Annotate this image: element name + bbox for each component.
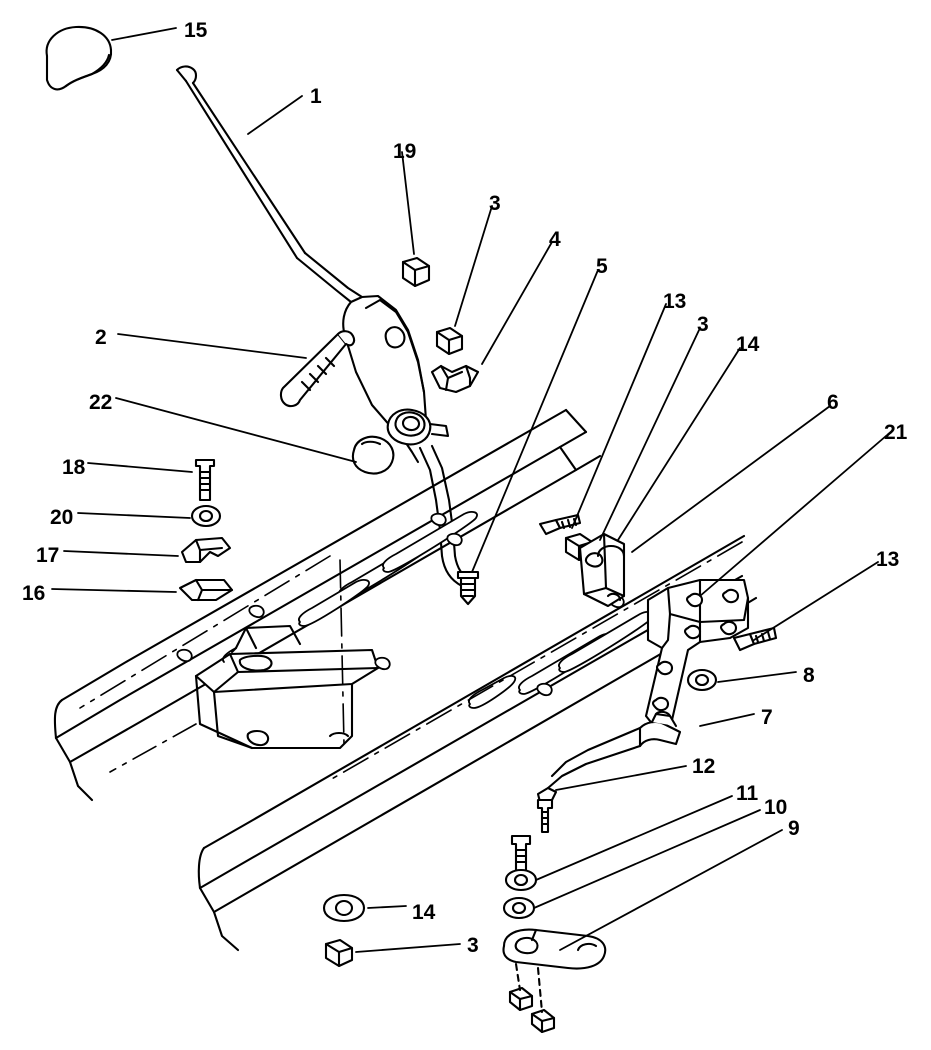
callout-number: 18 xyxy=(62,456,86,479)
part-3-nut-bottom xyxy=(326,940,352,966)
part-22-bushing xyxy=(353,437,393,474)
part-5-bolt xyxy=(458,572,478,604)
chassis-frame-rails xyxy=(55,410,759,950)
leader-lines xyxy=(52,28,886,952)
part-14-washer-bottom xyxy=(324,895,364,921)
callout-number: 3 xyxy=(489,192,501,215)
part-8-washer xyxy=(688,670,716,690)
part-11-bolt xyxy=(512,836,530,872)
pivot-boss xyxy=(388,410,448,445)
part-9-flat-link xyxy=(504,930,606,969)
callout-number: 13 xyxy=(663,290,687,313)
callout-number: 14 xyxy=(412,901,436,924)
callout-number: 16 xyxy=(22,582,46,605)
callout-number: 10 xyxy=(764,796,788,819)
callout-number: 7 xyxy=(761,706,773,729)
part-21-bracket xyxy=(646,580,748,726)
callout-number: 8 xyxy=(803,664,815,687)
callout-number: 3 xyxy=(467,934,479,957)
mid-mounting-plate xyxy=(196,626,378,748)
callout-number: 15 xyxy=(184,19,208,42)
callout-number: 17 xyxy=(36,544,60,567)
part-1-shift-lever xyxy=(177,66,362,302)
callout-number: 1 xyxy=(310,85,322,108)
callout-number: 13 xyxy=(876,548,900,571)
callout-number: 4 xyxy=(549,228,561,251)
part-16-block xyxy=(180,580,232,600)
part-18-bolt xyxy=(196,460,214,500)
callout-number: 14 xyxy=(736,333,760,356)
part-2-bolt xyxy=(281,331,354,406)
callout-number: 22 xyxy=(89,391,113,414)
part-20-washer xyxy=(192,506,220,526)
callout-number: 3 xyxy=(697,313,709,336)
callout-number: 2 xyxy=(95,326,107,349)
part-10-washer-lower xyxy=(504,898,534,918)
callout-number: 6 xyxy=(827,391,839,414)
part-4-clip-bracket xyxy=(432,366,478,392)
callout-number: 19 xyxy=(393,140,417,163)
callout-number: 20 xyxy=(50,506,74,529)
part-19-nut xyxy=(403,258,429,286)
callout-number: 12 xyxy=(692,755,716,778)
lower-nuts xyxy=(510,964,554,1032)
part-6-angle-bracket xyxy=(580,534,624,606)
part-15-shift-knob xyxy=(47,27,111,89)
part-12-bolt xyxy=(538,800,552,832)
callout-number: 11 xyxy=(736,782,759,805)
part-17-clip xyxy=(182,538,230,562)
callout-number: 21 xyxy=(884,421,908,444)
part-10-washer xyxy=(506,870,536,890)
part-3-nut-upper xyxy=(437,328,462,354)
part-7-link-rod xyxy=(538,712,680,802)
callout-number: 9 xyxy=(788,817,800,840)
callout-number: 5 xyxy=(596,255,608,278)
